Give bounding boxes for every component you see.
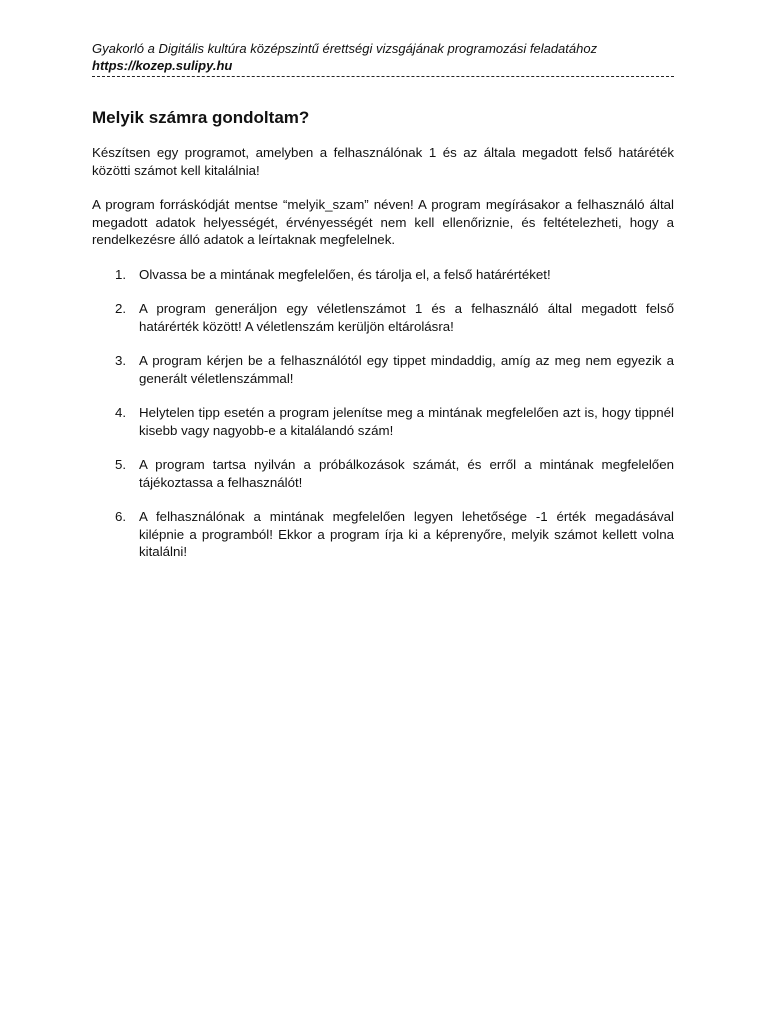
- task-number: 5.: [115, 457, 127, 472]
- header-subtitle: Gyakorló a Digitális kultúra középszintű érettségi vizsgájának programozási feladatához: [92, 41, 598, 56]
- page-title: Melyik számra gondoltam?: [92, 108, 310, 127]
- task-text: A program tartsa nyilván a próbálkozások számát, és erről a mintának megfelelően tájékoztassa a felhasználót!: [139, 457, 674, 490]
- task-number: 4.: [115, 405, 127, 420]
- intro-paragraph: Készítsen egy programot, amelyben a felhasználónak 1 és az általa megadott felső határéték közötti számot kell kitalálnia!: [92, 145, 674, 178]
- task-item-1: [92, 266, 674, 284]
- task-item-6: [92, 508, 674, 561]
- task-text: A felhasználónak a mintának megfelelően legyen lehetősége -1 érték megadásával kilépnie a programból! Ekkor a program írja ki a képrenyőre, melyik számot kellett volna kitalálni!: [139, 509, 674, 559]
- task-item-4: [92, 404, 674, 439]
- task-list: [92, 266, 674, 561]
- task-item-5: [92, 456, 674, 491]
- document-page: [92, 40, 674, 578]
- task-item-3: [92, 352, 674, 387]
- instructions-paragraph: A program forráskódját mentse “melyik_szam” néven! A program megírásakor a felhasználó által megadott adatok helyességét, érvényességét nem kell ellenőriznie, és feltételezheti, hogy a rendelkezésre álló adatok a leírtaknak megfelelnek.: [92, 197, 674, 247]
- task-text: A program kérjen be a felhasználótól egy tippet mindaddig, amíg az meg nem egyezik a generált véletlenszámmal!: [139, 353, 674, 386]
- task-number: 1.: [115, 266, 127, 282]
- task-text: Helytelen tipp esetén a program jelenítse meg a mintának megfelelően azt is, hogy tippnél kisebb vagy nagyobb-e a kitalálandó szám!: [139, 405, 674, 438]
- header-url: https://kozep.sulipy.hu: [92, 58, 233, 73]
- task-item-2: [92, 300, 674, 335]
- task-text: Olvassa be a mintának megfelelően, és tárolja el, a felső határértéket!: [139, 266, 551, 282]
- task-number: 2.: [115, 301, 127, 316]
- task-number: 6.: [115, 509, 127, 524]
- task-number: 3.: [115, 353, 127, 368]
- header-divider: [92, 76, 674, 77]
- task-text: A program generáljon egy véletlenszámot 1 és a felhasználó által megadott felső határérték között! A véletlenszám kerüljön eltárolásra!: [139, 301, 674, 334]
